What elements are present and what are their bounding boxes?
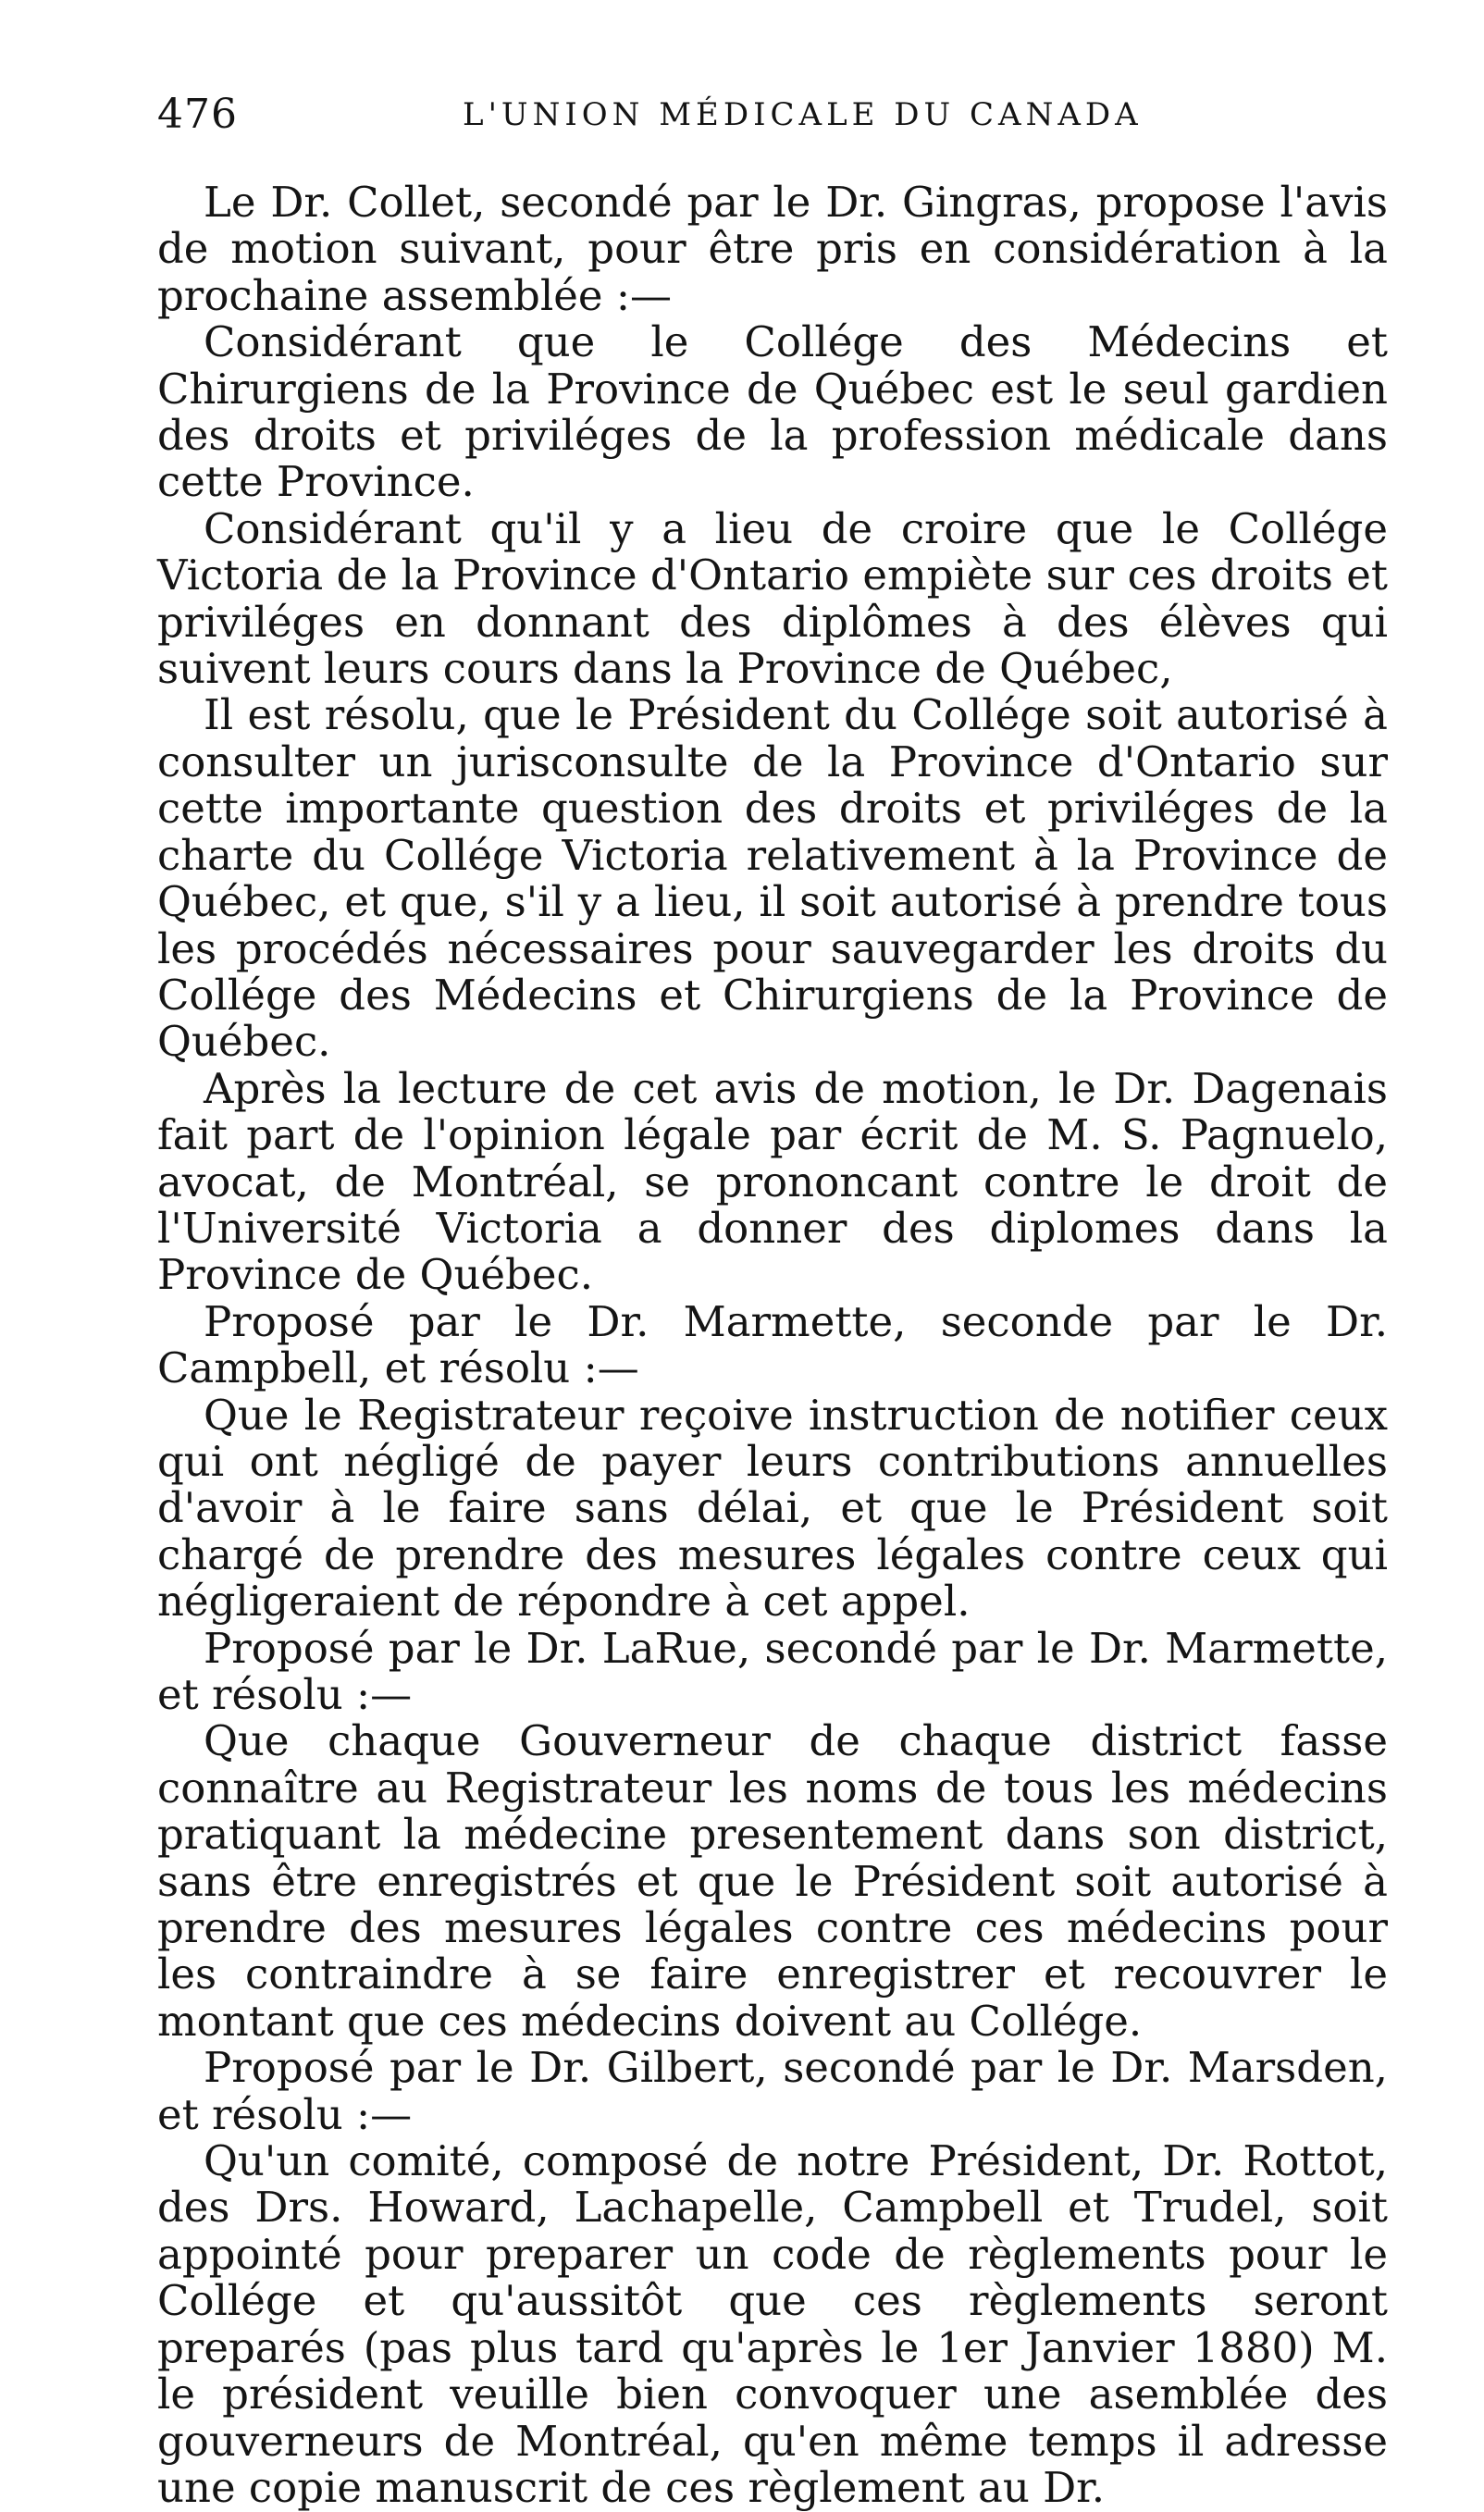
- paragraph-propose-gilbert: Proposé par le Dr. Gilbert, secondé par le Dr. Marsden, et résolu :—: [157, 2043, 1388, 2139]
- paragraph-il-est-resolu: Il est résolu, que le Président du Collége soit autorisé à consulter un jurisconsulte de la Province d'Ontario sur cette importante question des droits et priviléges de la charte du Collége Victoria relativement à la Province de Québec, et que, s'il y a lieu, il soit autorisé à prendre tous les procédés nécessaires pour sauvegarder les droits du Collége des Médecins et Chirurgiens de la Province de Québec.: [157, 690, 1388, 1067]
- paragraph-considerant-gardien: Considérant que le Collége des Médecins et Chirurgiens de la Province de Québec est le seul gardien des droits et priviléges de la profession médicale dans cette Province.: [157, 317, 1388, 507]
- paragraph-propose-larue: Proposé par le Dr. LaRue, secondé par le Dr. Marmette, et résolu :—: [157, 1623, 1388, 1719]
- page-number: 476: [157, 91, 238, 138]
- running-head: [157, 83, 1388, 139]
- document-page: [157, 83, 1388, 2512]
- paragraph-comite-reglements: Qu'un comité, composé de notre Président, Dr. Rottot, des Drs. Howard, Lachapelle, Campbell et Trudel, soit appointé pour preparer un code de règlements pour le Collége et qu'aussitôt que ces règlements seront preparés (pas plus tard qu'après le 1er Janvier 1880) M. le président veuille bien convoquer une asemblée des gouverneurs de Montréal, qu'en même temps il adresse une copie manuscrit de ces règlement au Dr.: [157, 2136, 1388, 2512]
- paragraph-gouverneur-district: Que chaque Gouverneur de chaque district fasse connaître au Registrateur les noms de tous les médecins pratiquant la médecine presentement dans son district, sans être enregistrés et que le Président soit autorisé à prendre des mesures légales contre ces médecins pour les contraindre à se faire enregistrer et recouvrer le montant que ces médecins doivent au Collége.: [157, 1716, 1388, 2046]
- paragraph-considerant-victoria: Considérant qu'il y a lieu de croire que le Collége Victoria de la Province d'Ontario empiète sur ces droits et priviléges en donnant des diplômes à des élèves qui suivent leurs cours dans la Province de Québec,: [157, 503, 1388, 694]
- paragraph-avis-de-motion: Le Dr. Collet, secondé par le Dr. Gingras, propose l'avis de motion suivant, pour être pris en considération à la prochaine assemblée :—: [157, 178, 1388, 320]
- body-text: [157, 179, 1388, 2511]
- paragraph-opinion-legale: Après la lecture de cet avis de motion, le Dr. Dagenais fait part de l'opinion légale par écrit de M. S. Pagnuelo, avocat, de Montréal, se prononcant contre le droit de l'Université Victoria a donner des diplomes dans la Province de Québec.: [157, 1063, 1388, 1300]
- journal-title: L'UNION MÉDICALE DU CANADA: [463, 96, 1143, 133]
- paragraph-propose-marmette: Proposé par le Dr. Marmette, seconde par le Dr. Campbell, et résolu :—: [157, 1296, 1388, 1393]
- paragraph-registrateur-contributions: Que le Registrateur reçoive instruction de notifier ceux qui ont négligé de payer leurs contributions annuelles d'avoir à le faire sans délai, et que le Président soit chargé de prendre des mesures légales contre ceux qui négligeraient de répondre à cet appel.: [157, 1390, 1388, 1627]
